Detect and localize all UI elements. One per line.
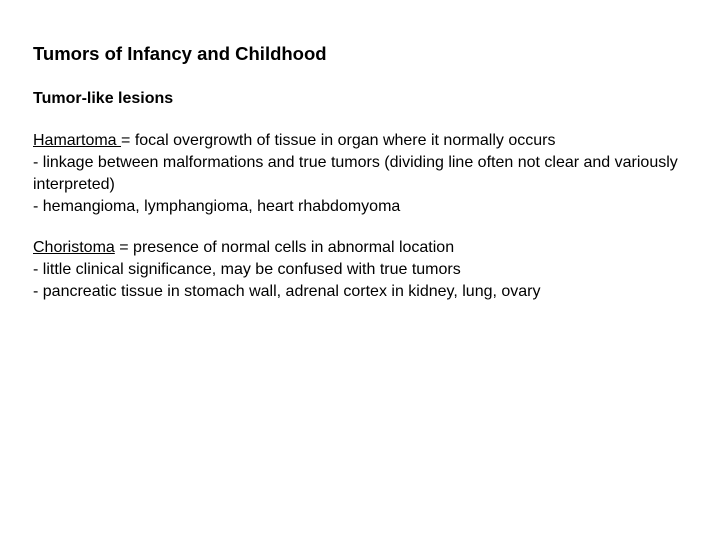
choristoma-block: [33, 237, 693, 303]
choristoma-bullet: - pancreatic tissue in stomach wall, adrenal cortex in kidney, lung, ovary: [33, 283, 541, 300]
hamartoma-bullet: - linkage between malformations and true tumors (dividing line often not clear and variously interpreted): [33, 154, 678, 193]
hamartoma-block: [33, 130, 693, 218]
slide-title: Tumors of Infancy and Childhood: [33, 43, 327, 64]
choristoma-definition: = presence of normal cells in abnormal location: [114, 239, 455, 256]
hamartoma-bullet: - hemangioma, lymphangioma, heart rhabdomyoma: [33, 198, 401, 215]
choristoma-term: Choristoma: [33, 239, 115, 256]
hamartoma-term: Hamartoma: [33, 132, 122, 149]
section-heading: Tumor-like lesions: [33, 90, 174, 107]
choristoma-definition-line: [33, 237, 693, 259]
hamartoma-definition: = focal overgrowth of tissue in organ where it normally occurs: [121, 132, 556, 149]
choristoma-bullet: - little clinical significance, may be confused with true tumors: [33, 261, 461, 278]
hamartoma-definition-line: [33, 130, 693, 152]
